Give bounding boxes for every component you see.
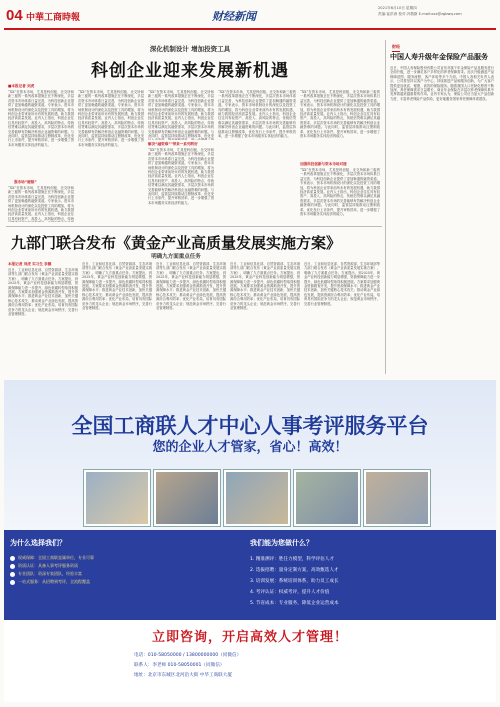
recruitment-ad <box>4 380 496 702</box>
sidebar-tag: 财经 <box>392 44 400 52</box>
section-title: 财经新闻 <box>212 10 256 23</box>
article1-col2: “XX”在资本市场，尤其是科创板、北交所和新三板的一系列改革措施正在不断深化，多层次资本市场体系日益完善，为科技创新企业提供了更加畅通的融资渠道。专家表示，资本市场机制设计的深化以及投资工具的增加，将为科创企业带来前所未有的发展机遇，助力我国经济高质量发展。业内人士指出，科创企业往往具有轻资产、高投入、高风险的特点，传统信贷难以满足其融资需求，多层次资本市场的完善能够有效解决科创企业融资难的问题。与此同时，监管层持续推动注册制改革，优化发行上市条件，提升审核效率，进一步增强了资本市场服务实体经济的能力。 <box>78 90 144 147</box>
section-divider <box>6 226 382 227</box>
ad-title: 全国工商联人才中心人事考评服务平台 <box>71 414 429 438</box>
bullet-icon <box>10 580 15 585</box>
ad-services <box>250 538 490 609</box>
ad-services-heading: 我们能为您做什么？ <box>250 539 313 547</box>
ad-photo-5 <box>364 470 430 526</box>
article2-col4: 近日，工业和信息化部、自然资源部、生态环境部等九部门联合发布《黄金产业高质量发展实施方案》，明确了九方面重点任务。方案提出，到2025年，黄金产业科技创新能力明显增强，资源保障能力进一步提升，绿色低碳转型取得积极进展。方案要求加强黄金资源勘查开发，提升资源保障水平；推进黄金产业技术创新，加快关键核心技术攻关；推动黄金产业绿色发展，提高资源综合利用效率；优化产业布局，培育具有国际竞争力的龙头企业；规范黄金市场秩序，完善行业管理制度。 <box>230 262 300 311</box>
bullet-icon <box>10 564 15 569</box>
ad-photo-1 <box>84 470 150 526</box>
date-line: 2021年6月10日 星期四 <box>378 6 417 10</box>
ad-photo-3 <box>224 470 290 526</box>
article1-col1: “XX”在资本市场，尤其是科创板、北交所和新三板的一系列改革措施正在不断深化，多层次资本市场体系日益完善，为科技创新企业提供了更加畅通的融资渠道。专家表示，资本市场机制设计的深化以及投资工具的增加，将为科创企业带来前所未有的发展机遇，助力我国经济高质量发展。业内人士指出，科创企业往往具有轻资产、高投入、高风险的特点，传统信贷难以满足其融资需求，多层次资本市场的完善能够有效解决科创企业融资难的问题。与此同时，监管层持续推动注册制改革，优化发行上市条件，提升审核效率，进一步增强了资本市场服务实体经济的能力。 <box>8 90 74 147</box>
sidebar-title: 中国人寿升级年金保险产品服务 <box>390 52 488 61</box>
ad-cta: 立即咨询，开启高效人才管理！ <box>151 630 348 645</box>
header-rule <box>4 28 496 30</box>
article1-subhead-1: 强市场“硬核” <box>14 180 37 184</box>
bullet-icon <box>10 556 15 561</box>
article2-byline: 本报记者 刘虎 实习生 李娜 <box>8 262 52 266</box>
column-divider <box>385 40 386 374</box>
ad-service-item: 1. 精准测评：胜任力模型，科学评估人才 <box>250 557 334 562</box>
article1-col5b: “XX”在资本市场，尤其是科创板、北交所和新三板的一系列改革措施正在不断深化，多层次资本市场体系日益完善，为科技创新企业提供了更加畅通的融资渠道。专家表示，资本市场机制设计的深化以及投资工具的增加，将为科创企业带来前所未有的发展机遇，助力我国经济高质量发展。业内人士指出，科创企业往往具有轻资产、高投入、高风险的特点，传统信贷难以满足其融资需求，多层次资本市场的完善能够有效解决科创企业融资难的问题。与此同时，监管层持续推动注册制改革，优化发行上市条件，提升审核效率，进一步增强了资本市场服务实体经济的能力。 <box>300 168 380 217</box>
ad-address: 地址：北京市东城区北河沿大街 中华工商联大厦 <box>134 673 232 678</box>
article1-kicker: 深化机制设计 增加投资工具 <box>149 45 231 53</box>
bullet-icon <box>10 572 15 577</box>
ad-service-item: 3. 培训发展：系统培训体系，助力员工成长 <box>250 579 339 584</box>
ad-service-item: 5. 节省成本：专业服务，降低企业运营成本 <box>250 601 339 606</box>
ad-why-item: 专业团队：资深专家团队，经验丰富 <box>10 570 240 578</box>
article1-byline: ■本报记者 刘虎 <box>8 84 35 88</box>
newspaper-name: 中華工商時報 <box>26 13 81 23</box>
ad-phone: 电话：010-58050000 / 13800000000（同微信） <box>134 653 242 658</box>
article2-col5: 近日，工业和信息化部、自然资源部、生态环境部等九部门联合发布《黄金产业高质量发展实施方案》，明确了九方面重点任务。方案提出，到2025年，黄金产业科技创新能力明显增强，资源保障能力进一步提升，绿色低碳转型取得积极进展。方案要求加强黄金资源勘查开发，提升资源保障水平；推进黄金产业技术创新，加快关键核心技术攻关；推动黄金产业绿色发展，提高资源综合利用效率；优化产业布局，培育具有国际竞争力的龙头企业；规范黄金市场秩序，完善行业管理制度。 <box>304 262 380 306</box>
article2-col2: 近日，工业和信息化部、自然资源部、生态环境部等九部门联合发布《黄金产业高质量发展实施方案》，明确了九方面重点任务。方案提出，到2025年，黄金产业科技创新能力明显增强，资源保障能力进一步提升，绿色低碳转型取得积极进展。方案要求加强黄金资源勘查开发，提升资源保障水平；推进黄金产业技术创新，加快关键核心技术攻关；推动黄金产业绿色发展，提高资源综合利用效率；优化产业布局，培育具有国际竞争力的龙头企业；规范黄金市场秩序，完善行业管理制度。 <box>82 262 152 311</box>
ad-service-item: 2. 选拔招聘：量身定制方案，高效甄选人才 <box>250 568 339 573</box>
article1-col1b: “XX”在资本市场，尤其是科创板、北交所和新三板的一系列改革措施正在不断深化，多层次资本市场体系日益完善，为科技创新企业提供了更加畅通的融资渠道。专家表示，资本市场机制设计的深化以及投资工具的增加，将为科创企业带来前所未有的发展机遇，助力我国经济高质量发展。业内人士指出，科创企业往往具有轻资产、高投入、高风险的特点，传统 <box>8 186 74 221</box>
editor-line: 责编:崔洪涛 校对:冯敬斯 E-mail:xxx@zgbwq.com <box>378 12 462 16</box>
article2-title: 九部门联合发布《黄金产业高质量发展实施方案》 <box>10 234 341 252</box>
article2-subtitle: 明确九方面重点任务 <box>151 254 201 260</box>
ad-contact-person: 联系人：李老师 010-58050001（同微信） <box>134 663 225 668</box>
article2-col3: 近日，工业和信息化部、自然资源部、生态环境部等九部门联合发布《黄金产业高质量发展实施方案》，明确了九方面重点任务。方案提出，到2025年，黄金产业科技创新能力明显增强，资源保障能力进一步提升，绿色低碳转型取得积极进展。方案要求加强黄金资源勘查开发，提升资源保障水平；推进黄金产业技术创新，加快关键核心技术攻关；推动黄金产业绿色发展，提高资源综合利用效率；优化产业布局，培育具有国际竞争力的龙头企业；规范黄金市场秩序，完善行业管理制度。 <box>156 262 226 311</box>
ad-why-item: 一站式服务：从招聘到考评，全流程覆盖 <box>10 578 240 586</box>
ad-photo-4 <box>294 470 360 526</box>
ad-service-item: 4. 考评认证：权威考评，提升人才价值 <box>250 590 330 595</box>
sidebar-body: 近日，中国人寿保险股份有限公司宣布对旗下年金保险产品及服务进行全面升级，进一步满足客户多样化的养老保障需求。此次升级涵盖产品保障范围、服务流程、客户体验等多个方面。中国人寿相关负责人表示，公司将坚持以客户为中心，持续推进产品和服务创新，为广大客户提供更加优质、便捷、高效的保险服务。随着我国人口老龄化程度不断加深，养老保障需求日益增长，商业年金保险在多层次养老保障体系中发挥着越来越重要的作用。业内专家认为，保险公司应当加大产品创新力度，丰富养老保险产品供给，更好地服务国家养老保障体系建设。 <box>390 66 494 101</box>
ad-why-item: 资质认证：具备人事考评服务资质 <box>10 562 240 570</box>
ad-photo-2 <box>154 470 220 526</box>
article1-col4: “XX”在资本市场，尤其是科创板、北交所和新三板的一系列改革措施正在不断深化，多层次资本市场体系日益完善，为科技创新企业提供了更加畅通的融资渠道。专家表示，资本市场机制设计的深化以及投资工具的增加，将为科创企业带来前所未有的发展机遇，助力我国经济高质量发展。业内人士指出，科创企业往往具有轻资产、高投入、高风险的特点，传统信贷难以满足其融资需求，多层次资本市场的完善能够有效解决科创企业融资难的问题。与此同时，监管层持续推动注册制改革，优化发行上市条件，提升审核效率，进一步增强了资本市场服务实体经济的能力。 <box>218 90 296 139</box>
page-number: 04 <box>6 7 23 24</box>
article2-col1: 近日，工业和信息化部、自然资源部、生态环境部等九部门联合发布《黄金产业高质量发展实施方案》，明确了九方面重点任务。方案提出，到2025年，黄金产业科技创新能力明显增强，资源保障能力进一步提升，绿色低碳转型取得积极进展。方案要求加强黄金资源勘查开发，提升资源保障水平；推进黄金产业技术创新，加快关键核心技术攻关；推动黄金产业绿色发展，提高资源综合利用效率；优化产业布局，培育具有国际竞争力的龙头企业；规范黄金市场秩序，完善行业管理制度。 <box>8 268 78 317</box>
article1-col3b: “XX”在资本市场，尤其是科创板、北交所和新三板的一系列改革措施正在不断深化，多层次资本市场体系日益完善，为科技创新企业提供了更加畅通的融资渠道。专家表示，资本市场机制设计的深化以及投资工具的增加，将为科创企业带来前所未有的发展机遇，助力我国经济高质量发展。业内人士指出，科创企业往往具有轻资产、高投入、高风险的特点，传统信贷难以满足其融资需求，多层次资本市场的完善能够有效解决科创企业融资难的问题。与此同时，监管层持续推动注册制改革，优化发行上市条件，提升审核效率，进一步增强了资本市场服务实体经济的能力。 <box>148 148 214 205</box>
article1-col5: “XX”在资本市场，尤其是科创板、北交所和新三板的一系列改革措施正在不断深化，多层次资本市场体系日益完善，为科技创新企业提供了更加畅通的融资渠道。专家表示，资本市场机制设计的深化以及投资工具的增加，将为科创企业带来前所未有的发展机遇，助力我国经济高质量发展。业内人士指出，科创企业往往具有轻资产、高投入、高风险的特点，传统信贷难以满足其融资需求，多层次资本市场的完善能够有效解决科创企业融资难的问题。与此同时，监管层持续推动注册制改革，优化发行上市条件，提升审核效率，进一步增强了资本市场服务实体经济的能力。 <box>300 90 380 139</box>
ad-why-heading: 为什么选择我们？ <box>10 539 66 547</box>
ad-why-item: 权威保障：全国工商联直属单位，专业可靠 <box>10 554 240 562</box>
article1-col3: “XX”在资本市场，尤其是科创板、北交所和新三板的一系列改革措施正在不断深化，多层次资本市场体系日益完善，为科技创新企业提供了更加畅通的融资渠道。专家表示，资本市场机制设计的深化以及投资工具的增加，将为科创企业带来前所未有的发展机遇，助力我国经济高质量发展。业内人士指出，科创企业往往具有轻资产、高投入、高风险的特点，传统信贷难以满足其融资需求，多层次资本市场的完善能够有效解决科创企业融资难的问题。与此同时，监管层持续推动注册制改革，优化发 <box>148 90 214 139</box>
ad-why-us <box>10 538 240 586</box>
article1-subhead-2: 解决“融资难”"带来一系列利好 <box>148 142 198 146</box>
ad-slogan: 您的企业人才管家，省心！高效！ <box>152 440 348 455</box>
article1-title: 科创企业迎来发展新机遇 <box>91 61 289 81</box>
article1-subhead-3: 加强科技创新与资本市场对接 <box>300 162 347 166</box>
